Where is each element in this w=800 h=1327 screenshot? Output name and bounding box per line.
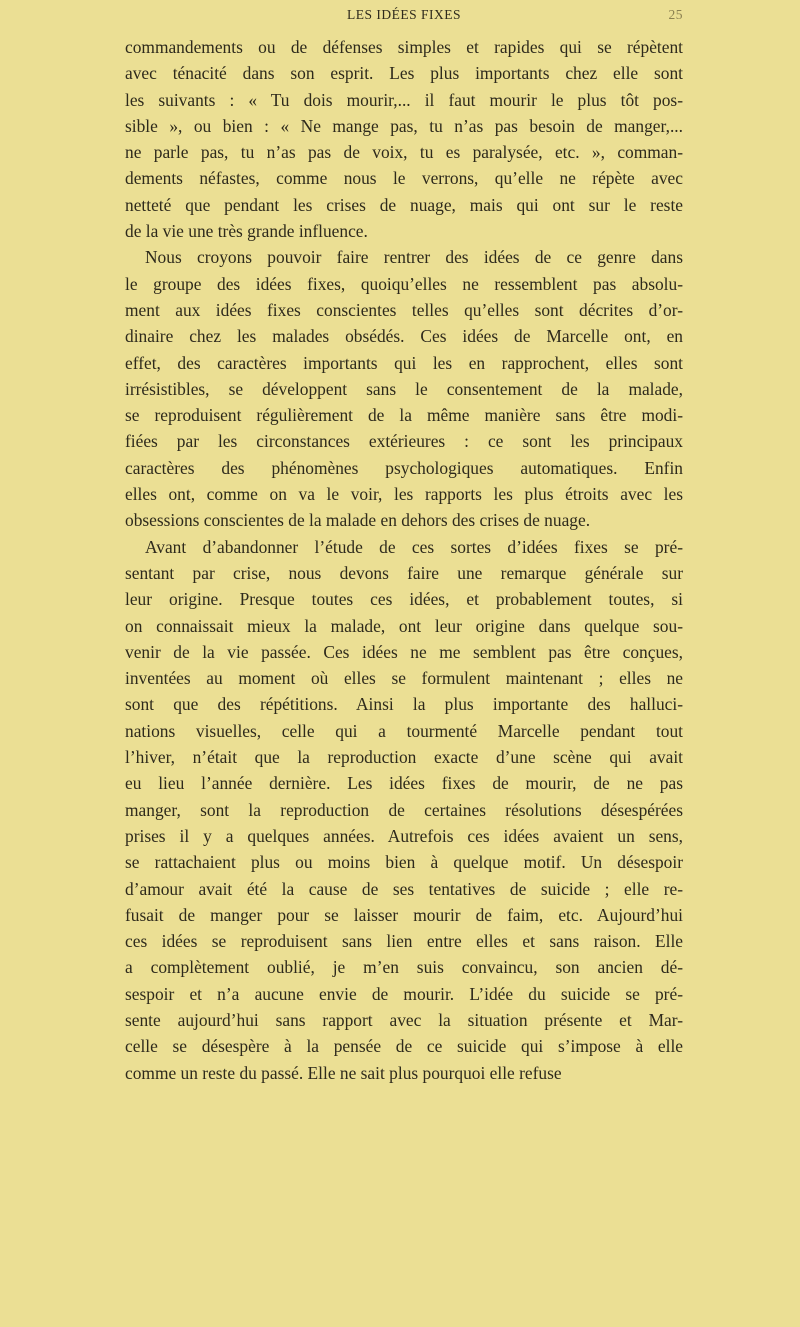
text-line: elles ont, comme on va le voir, les rapports les plus étroits avec les <box>125 484 683 505</box>
text-line: sespoir et n’a aucune envie de mourir. L’idée du suicide se pré- <box>125 983 683 1004</box>
text-line: a complètement oublié, je m’en suis convaincu, son ancien dé- <box>125 957 683 978</box>
text-line: sible », ou bien : « Ne mange pas, tu n’as pas besoin de manger,... <box>125 115 683 136</box>
text-line: inventées au moment où elles se formulent maintenant ; elles ne <box>125 668 683 689</box>
text-line: comme un reste du passé. Elle ne sait plus pourquoi elle refuse <box>125 1062 562 1083</box>
text-line: avec ténacité dans son esprit. Les plus importants chez elle sont <box>125 63 683 84</box>
text-line: le groupe des idées fixes, quoiqu’elles ne ressemblent pas absolu- <box>125 273 683 294</box>
text-line: fiées par les circonstances extérieures : ce sont les principaux <box>125 431 683 452</box>
text-line: sente aujourd’hui sans rapport avec la situation présente et Mar- <box>125 1009 683 1030</box>
text-line: venir de la vie passée. Ces idées ne me semblent pas être conçues, <box>125 641 683 662</box>
text-line: prises il y a quelques années. Autrefois ces idées avaient un sens, <box>125 825 683 846</box>
text-line: ment aux idées fixes conscientes telles qu’elles sont décrites d’or- <box>125 299 683 320</box>
text-line: dinaire chez les malades obsédés. Ces idées de Marcelle ont, en <box>125 326 683 347</box>
text-line: netteté que pendant les crises de nuage, mais qui ont sur le reste <box>125 194 683 215</box>
text-line: l’hiver, n’était que la reproduction exacte d’une scène qui avait <box>125 747 683 768</box>
text-line: de la vie une très grande influence. <box>125 221 368 242</box>
text-line: ces idées se reproduisent sans lien entre elles et sans raison. Elle <box>125 931 683 952</box>
text-line: les suivants : « Tu dois mourir,... il faut mourir le plus tôt pos- <box>125 89 683 110</box>
text-line: effet, des caractères importants qui les en rapprochent, elles sont <box>125 352 683 373</box>
page-body-text <box>125 34 683 1086</box>
text-line: dements néfastes, comme nous le verrons, qu’elle ne répète avec <box>125 168 683 189</box>
text-line: on connaissait mieux la malade, ont leur origine dans quelque sou- <box>125 615 683 636</box>
text-line: Avant d’abandonner l’étude de ces sortes d’idées fixes se pré- <box>145 536 683 557</box>
text-line: obsessions conscientes de la malade en dehors des crises de nuage. <box>125 510 591 531</box>
text-line: ne parle pas, tu n’as pas de voix, tu es paralysée, etc. », comman- <box>125 142 683 163</box>
text-line: sentant par crise, nous devons faire une remarque générale sur <box>125 562 683 583</box>
text-line: Nous croyons pouvoir faire rentrer des idées de ce genre dans <box>145 247 683 268</box>
text-line: caractères des phénomènes psychologiques automatiques. Enfin <box>125 457 683 478</box>
text-line: manger, sont la reproduction de certaines résolutions désespérées <box>125 799 683 820</box>
text-line: se rattachaient plus ou moins bien à quelque motif. Un désespoir <box>125 852 683 873</box>
running-title: LES IDÉES FIXES <box>346 7 461 22</box>
text-line: celle se désespère à la pensée de ce suicide qui s’impose à elle <box>125 1036 683 1057</box>
text-line: se reproduisent régulièrement de la même manière sans être modi- <box>125 405 683 426</box>
text-line: eu lieu l’année dernière. Les idées fixes de mourir, de ne pas <box>125 773 683 794</box>
text-line: fusait de manger pour se laisser mourir de faim, etc. Aujourd’hui <box>125 904 683 925</box>
text-line: leur origine. Presque toutes ces idées, et probablement toutes, si <box>125 589 683 610</box>
text-line: irrésistibles, se développent sans le consentement de la malade, <box>125 378 683 399</box>
text-line: commandements ou de défenses simples et rapides qui se répètent <box>125 37 683 57</box>
text-line: d’amour avait été la cause de ses tentatives de suicide ; elle re- <box>125 878 683 899</box>
text-line: sont que des répétitions. Ainsi la plus importante des halluci- <box>125 694 683 715</box>
page-number: 25 <box>668 7 683 22</box>
text-line: nations visuelles, celle qui a tourmenté Marcelle pendant tout <box>125 720 683 741</box>
running-header <box>125 7 683 31</box>
